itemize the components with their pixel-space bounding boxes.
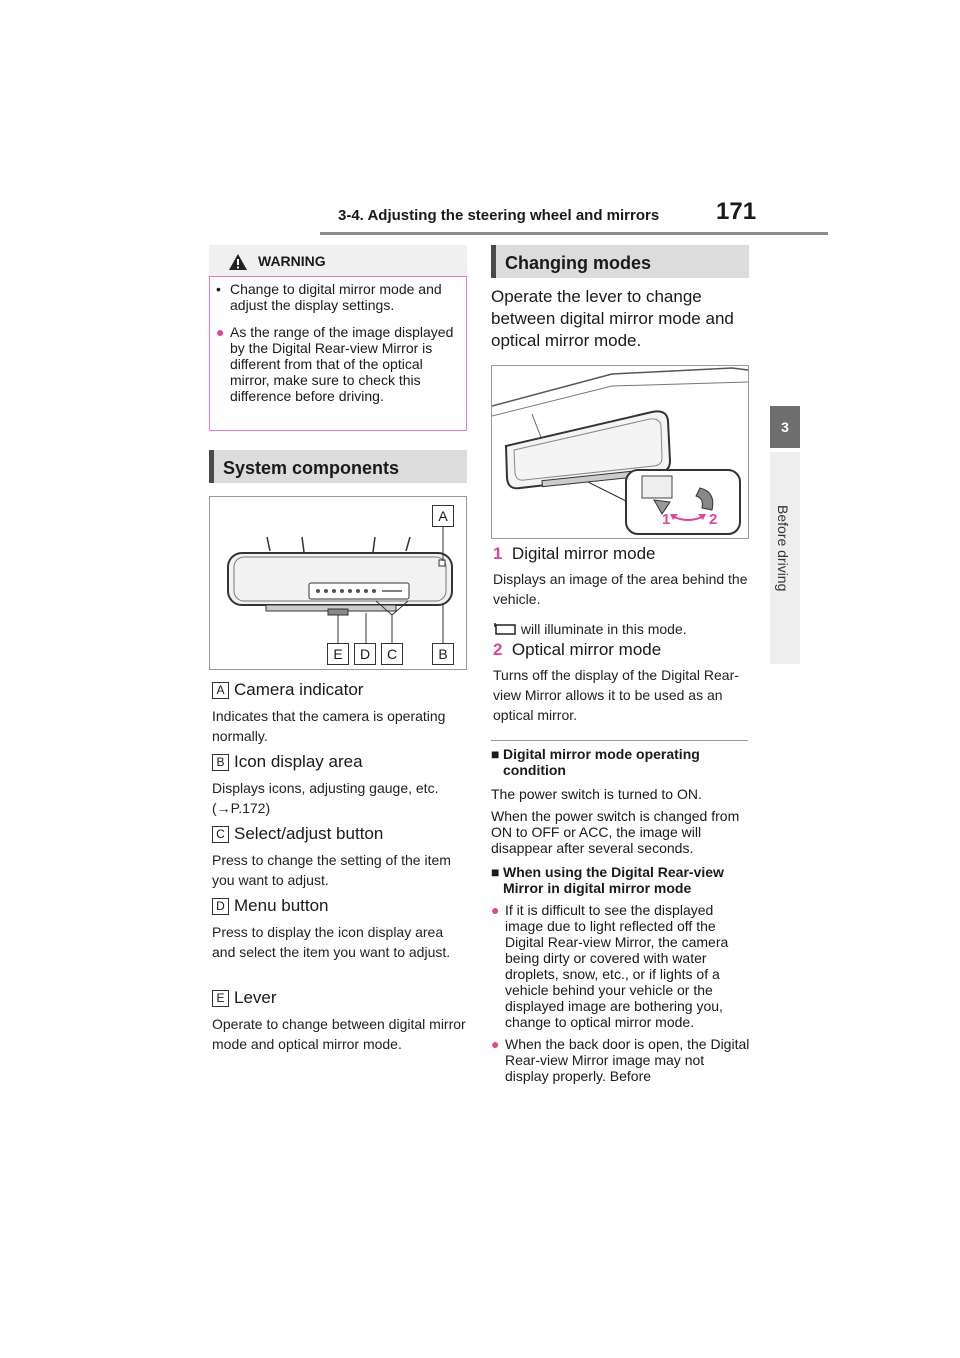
mode-number: 1 (493, 544, 503, 563)
mode-number: 2 (493, 640, 503, 659)
warning-item-text: Change to digital mirror mode and adjust the display settings. (230, 281, 442, 313)
operating-condition-heading (491, 746, 751, 778)
digital-mirror-indicator-icon (493, 622, 517, 636)
lever-figure (491, 365, 749, 539)
component-item (212, 824, 470, 896)
component-item (212, 752, 470, 824)
item-label-box: E (212, 990, 229, 1007)
callout-c: C (381, 643, 403, 665)
operating-condition (491, 746, 751, 856)
lever-position-2: 2 (709, 511, 718, 528)
when-using-bullet-text: If it is difficult to see the displayed image due to light reflected off the Digital Rear-view Mirror, the camera being dirty or covered with water droplets, snow, etc., or if lights of a vehicle behind your vehicle or the displayed image are bothering you, change to optical mirror mode. (505, 902, 729, 1030)
when-using-bullet (491, 902, 751, 1030)
pink-bullet-icon: ● (491, 902, 500, 918)
header-rule (320, 232, 828, 235)
chapter-tab-number: 3 (770, 406, 800, 448)
component-list (212, 680, 470, 1054)
callout-d: D (354, 643, 376, 665)
mode-2 (493, 640, 751, 725)
mode-1 (493, 544, 751, 639)
pink-bullet-icon: ● (216, 324, 225, 340)
warning-item: • Change to digital mirror mode and adjust the display settings. (216, 281, 464, 313)
item-desc: Indicates that the camera is operating normally. (212, 708, 446, 744)
section-heading-changing-modes: Changing modes (491, 245, 749, 278)
section-heading-system-components: System components (209, 450, 467, 483)
when-using-bullet-text: When the back door is open, the Digital Rear-view Mirror image may not display properly. Before (505, 1036, 750, 1084)
component-item (212, 680, 470, 752)
square-bullet-icon: ■ (491, 746, 500, 762)
lever-position-1: 1 (662, 511, 671, 528)
item-label-box: A (212, 682, 229, 699)
item-label-box: B (212, 754, 229, 771)
when-using (491, 864, 751, 1084)
pink-bullet-icon: ● (491, 1036, 500, 1052)
mode-desc: Turns off the display of the Digital Rear-view Mirror allows it to be used as an optical mirror. (493, 667, 739, 723)
item-label-box: D (212, 898, 229, 915)
component-item (212, 988, 470, 1054)
item-desc: Press to display the icon display area and select the item you want to adjust. (212, 924, 451, 960)
component-item (212, 896, 470, 988)
chapter-tab-label: Before driving (775, 505, 791, 592)
when-using-heading (491, 864, 751, 896)
item-label-box: C (212, 826, 229, 843)
page-number: 171 (716, 198, 757, 225)
mode-title: Digital mirror mode (511, 544, 656, 563)
divider (491, 740, 748, 741)
warning-title: WARNING (258, 253, 326, 269)
warning-triangle-icon (228, 253, 248, 271)
when-using-title: When using the Digital Rear-view Mirror in digital mirror mode (503, 864, 724, 896)
mode-note-text: will illuminate in this mode. (520, 621, 687, 637)
section-header: 3-4. Adjusting the steering wheel and mirrors (338, 207, 660, 224)
callout-b: B (432, 643, 454, 665)
callout-a: A (432, 505, 454, 527)
item-title: Camera indicator (234, 680, 364, 699)
operating-condition-para: The power switch is turned to ON. (491, 786, 702, 802)
when-using-bullet (491, 1036, 751, 1084)
item-title: Lever (234, 988, 277, 1007)
item-title: Icon display area (234, 752, 363, 771)
mode-desc: Displays an image of the area behind the vehicle. (493, 571, 748, 607)
item-title: Select/adjust button (234, 824, 384, 843)
item-desc: Displays icons, adjusting gauge, etc. (→P.172) (212, 780, 439, 816)
item-desc: Press to change the setting of the item you want to adjust. (212, 852, 451, 888)
item-desc: Operate to change between digital mirror mode and optical mirror mode. (212, 1016, 466, 1052)
operating-condition-para: When the power switch is changed from ON to OFF or ACC, the image will disappear after several seconds. (491, 808, 740, 856)
mode-note (493, 619, 751, 639)
operating-condition-title: Digital mirror mode operating condition (503, 746, 700, 778)
item-title: Menu button (234, 896, 329, 915)
changing-modes-intro: Operate the lever to change between digital mirror mode and optical mirror mode. (491, 287, 734, 350)
warning-item (216, 324, 464, 404)
mirror-components-figure (209, 496, 467, 670)
square-bullet-icon: ■ (491, 864, 500, 880)
warning-item-text: As the range of the image displayed by the Digital Rear-view Mirror is different from that of the optical mirror, make sure to check this difference before driving. (230, 324, 454, 404)
mode-title: Optical mirror mode (511, 640, 662, 659)
callout-e: E (327, 643, 349, 665)
